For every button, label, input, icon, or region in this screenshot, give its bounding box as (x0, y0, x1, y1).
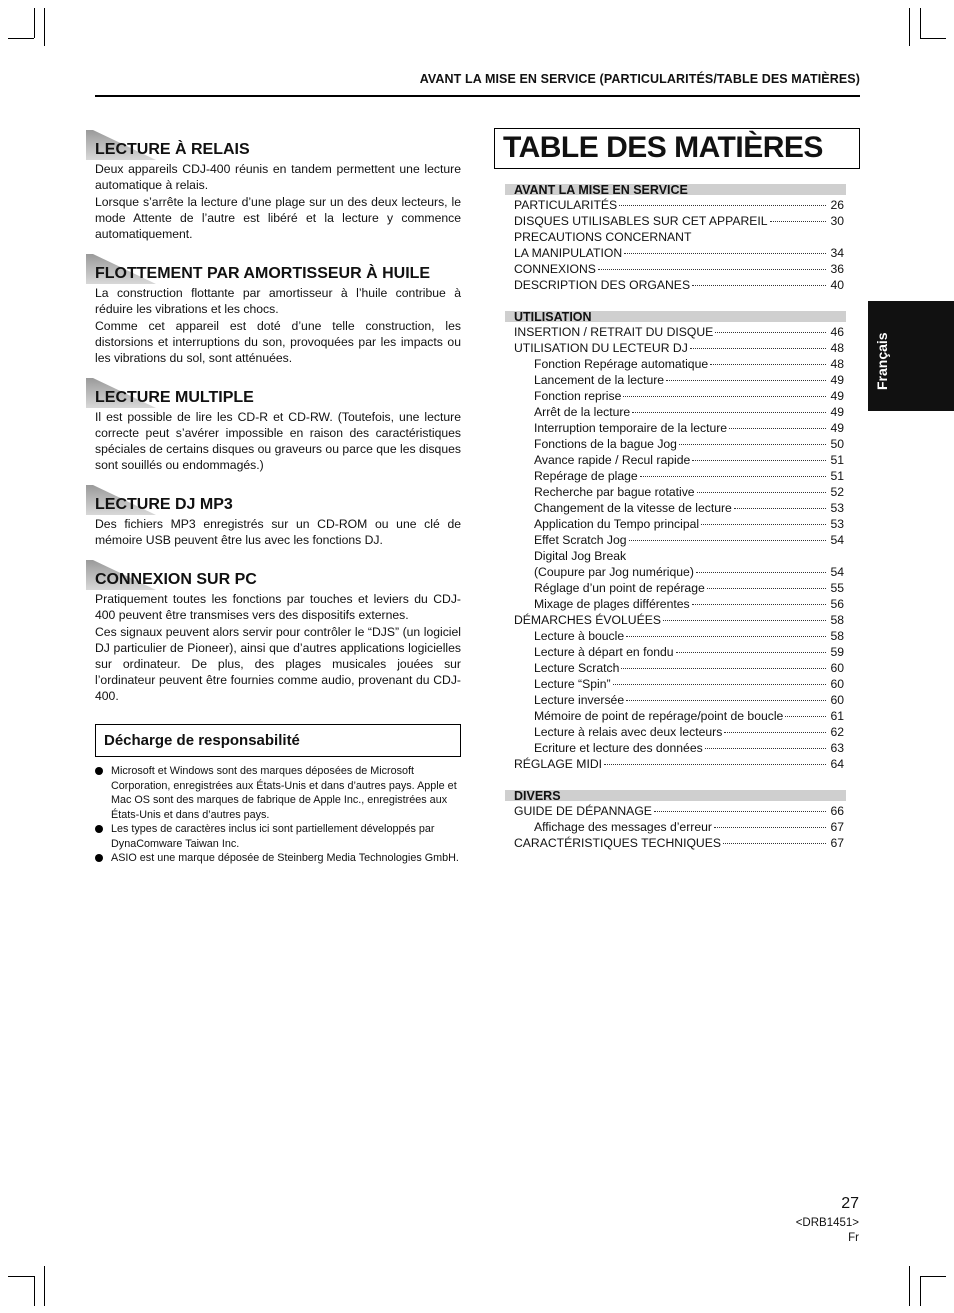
toc-entry-label: Recherche par bague rotative (534, 485, 695, 499)
toc-entry-label: LA MANIPULATION (514, 246, 623, 260)
toc-entry-page: 62 (830, 725, 844, 739)
toc-leader-dots (692, 604, 826, 605)
toc-entry-label: Lecture à départ en fondu (534, 645, 674, 659)
toc-entry-page: 56 (830, 597, 844, 611)
toc-entry-page: 53 (830, 501, 844, 515)
toc-entry-page: 49 (830, 405, 844, 419)
toc-entry[interactable] (505, 229, 846, 245)
section-title: CONNEXION SUR PC (95, 571, 257, 588)
toc-entry-label: Arrêt de la lecture (534, 405, 631, 419)
section-flottement (95, 254, 461, 366)
toc-entry-label: PRECAUTIONS CONCERNANT (514, 230, 692, 244)
toc-leader-dots (785, 716, 826, 717)
toc-entry-label: Lecture inversée (534, 693, 625, 707)
toc-entry[interactable] (505, 548, 846, 564)
toc-entry[interactable] (505, 340, 846, 356)
toc-leader-dots (714, 827, 826, 828)
toc-entry-page: 67 (830, 820, 844, 834)
header-rule (95, 95, 860, 97)
toc-entry-page: 63 (830, 741, 844, 755)
toc-entry[interactable] (505, 213, 846, 229)
toc-group (505, 184, 846, 293)
toc-leader-dots (679, 444, 826, 445)
toc-entry[interactable] (505, 596, 846, 612)
section-paragraph: Ces signaux peuvent alors servir pour contrôler le “DJS” (un logiciel DJ particulier de Pioneer), ainsi que d’autres applications logicielles sur ordinateur. De plus, des plages musicales jouées sur l’ordinateur peuvent être fournies comme audio, provenant du CDJ-400. (95, 625, 461, 703)
toc-entry-label: Interruption temporaire de la lecture (534, 421, 728, 435)
toc-entry-page: 48 (830, 357, 844, 371)
toc-entry-page: 66 (830, 804, 844, 818)
toc-entry-page: 49 (830, 389, 844, 403)
toc-entry-page: 58 (830, 613, 844, 627)
toc-entry[interactable] (505, 277, 846, 293)
language-label: Français (874, 332, 890, 390)
toc-entry[interactable] (505, 261, 846, 277)
toc-entry[interactable] (505, 468, 846, 484)
bullet-icon (95, 854, 103, 862)
bullet-icon (95, 825, 103, 833)
toc-entry-label: Digital Jog Break (534, 549, 627, 563)
toc-entry[interactable] (505, 676, 846, 692)
toc-entry-page: 30 (830, 214, 844, 228)
list-item: ASIO est une marque déposée de Steinberg Media Technologies GmbH. (95, 851, 461, 866)
toc-leader-dots (723, 843, 826, 844)
toc-entry-page: 55 (830, 581, 844, 595)
toc-entry[interactable] (505, 835, 846, 851)
bullet-icon (95, 767, 103, 775)
toc-entry[interactable] (505, 692, 846, 708)
toc-entry[interactable] (505, 516, 846, 532)
document-code: <DRB1451> Fr (795, 1217, 859, 1244)
toc-entry-label: Réglage d’un point de repérage (534, 581, 705, 595)
list-item: Les types de caractères inclus ici sont partiellement développés par DynaComware Taiwan Inc. (95, 822, 461, 851)
toc-entry-label: Ecriture et lecture des données (534, 741, 703, 755)
toc-entry-page: 58 (830, 629, 844, 643)
toc-entry-label: Lecture “Spin” (534, 677, 611, 691)
toc-leader-dots (621, 668, 826, 669)
toc-entry[interactable] (505, 372, 846, 388)
disclaimer-box (95, 724, 461, 757)
toc-entry[interactable] (505, 644, 846, 660)
toc-entry[interactable] (505, 628, 846, 644)
toc-entry-label: Mixage de plages différentes (534, 597, 690, 611)
toc-entry[interactable] (505, 532, 846, 548)
toc-entry[interactable] (505, 356, 846, 372)
toc-entry-label: Fonction reprise (534, 389, 622, 403)
disclaimer-title: Décharge de responsabilité (104, 732, 300, 749)
list-item: Microsoft et Windows sont des marques déposées de Microsoft Corporation, enregistrées aux États-Unis et dans d’autres pays. Apple et Mac OS sont des marques de fabrique de Apple Inc., enregistrées aux États-Unis et dans d’autres pays. (95, 764, 461, 822)
toc-entry[interactable] (505, 740, 846, 756)
section-lecture-dj-mp3 (95, 485, 461, 548)
toc-leader-dots (770, 221, 826, 222)
toc-entry-label: (Coupure par Jog numérique) (534, 565, 694, 579)
toc-group (505, 790, 846, 851)
toc-entry-label: PARTICULARITÉS (514, 198, 618, 212)
section-paragraph: Deux appareils CDJ-400 réunis en tandem permettent une lecture automatique à relais. (95, 162, 461, 192)
toc-group (505, 311, 846, 772)
toc-entry[interactable] (505, 708, 846, 724)
toc-entry-page: 51 (830, 469, 844, 483)
page-title: TABLE DES MATIÈRES (503, 131, 823, 164)
toc-title-box (494, 128, 860, 169)
toc-entry-page: 46 (830, 325, 844, 339)
toc-entry-label: Effet Scratch Jog (534, 533, 627, 547)
page-number: 27 (841, 1195, 859, 1212)
toc-leader-dots (666, 380, 826, 381)
toc-entry[interactable] (505, 324, 846, 340)
toc-entry-label: UTILISATION DU LECTEUR DJ (514, 341, 688, 355)
toc-entry[interactable] (505, 660, 846, 676)
toc-entry-label: Affichage des messages d’erreur (534, 820, 712, 834)
section-connexion-pc (95, 560, 461, 704)
toc-entry-label: Repérage de plage (534, 469, 638, 483)
toc-entry-page: 54 (830, 565, 844, 579)
features-column (95, 130, 461, 716)
toc-leader-dots (710, 364, 826, 365)
toc-entry[interactable] (505, 564, 846, 580)
toc-leader-dots (692, 285, 826, 286)
section-paragraph: La construction flottante par amortisseur à l’huile contribue à réduire les vibrations et les chocs. (95, 286, 461, 316)
toc-entry[interactable] (505, 819, 846, 835)
toc-leader-dots (626, 700, 826, 701)
toc-leader-dots (697, 492, 826, 493)
toc-entry-page: 64 (830, 757, 844, 771)
toc-entry-label: Fonctions de la bague Jog (534, 437, 677, 451)
toc-entry[interactable] (505, 388, 846, 404)
toc-leader-dots (676, 652, 826, 653)
toc-entry-page: 67 (830, 836, 844, 850)
toc-entry-label: DESCRIPTION DES ORGANES (514, 278, 691, 292)
toc-entry-page: 49 (830, 373, 844, 387)
toc-leader-dots (690, 348, 826, 349)
section-title: LECTURE MULTIPLE (95, 389, 254, 406)
toc-entry-label: Lancement de la lecture (534, 373, 665, 387)
section-lecture-relais (95, 130, 461, 242)
toc-entry-label: CARACTÉRISTIQUES TECHNIQUES (514, 836, 721, 850)
toc-leader-dots (619, 205, 826, 206)
toc-leader-dots (705, 748, 826, 749)
toc-leader-dots (613, 684, 826, 685)
section-paragraph: Pratiquement toutes les fonctions par touches et leviers du CDJ-400 peuvent être transmises vers des dispositifs externes. (95, 592, 461, 622)
toc-entry[interactable] (505, 612, 846, 628)
toc-leader-dots (598, 269, 826, 270)
toc-entry[interactable] (505, 245, 846, 261)
toc-leader-dots (729, 428, 826, 429)
toc-leader-dots (654, 811, 826, 812)
toc-entry[interactable] (505, 500, 846, 516)
toc-group-heading: AVANT LA MISE EN SERVICE (505, 184, 846, 195)
toc-leader-dots (696, 572, 826, 573)
toc-entry-page: 52 (830, 485, 844, 499)
toc-entry-page: 49 (830, 421, 844, 435)
toc-entry[interactable] (505, 484, 846, 500)
toc-entry-page: 50 (830, 437, 844, 451)
toc-entry[interactable] (505, 756, 846, 772)
toc-entry[interactable] (505, 436, 846, 452)
toc-entry[interactable] (505, 420, 846, 436)
language-tab (868, 301, 954, 411)
toc-entry-page: 61 (830, 709, 844, 723)
toc-entry[interactable] (505, 452, 846, 468)
toc-leader-dots (623, 396, 826, 397)
toc-leader-dots (629, 540, 826, 541)
toc-entry-page: 53 (830, 517, 844, 531)
toc-leader-dots (707, 588, 826, 589)
toc-entry-label: Lecture à relais avec deux lecteurs (534, 725, 723, 739)
toc-entry-page: 60 (830, 661, 844, 675)
section-paragraph: Comme cet appareil est doté d’une telle construction, les distorsions et interruptions du son, provoquées par les impacts ou les vibrations du sol, sont atténuées. (95, 319, 461, 365)
toc-entry-label: RÉGLAGE MIDI (514, 757, 603, 771)
toc-entry-page: 54 (830, 533, 844, 547)
toc-entry-page: 60 (830, 693, 844, 707)
toc-entry-label: Fonction Repérage automatique (534, 357, 709, 371)
toc-entry-label: Changement de la vitesse de lecture (534, 501, 732, 515)
section-title: LECTURE À RELAIS (95, 141, 250, 158)
toc-leader-dots (663, 620, 826, 621)
toc-leader-dots (724, 732, 826, 733)
section-lecture-multiple (95, 378, 461, 473)
toc-entry-label: DÉMARCHES ÉVOLUÉES (514, 613, 661, 627)
toc-entry-label: Avance rapide / Recul rapide (534, 453, 691, 467)
toc-leader-dots (692, 460, 826, 461)
section-paragraph: Il est possible de lire les CD-R et CD-RW. (Toutefois, une lecture correcte peut s’avérer impossible en raison des caractéristiques spéciales de certains disques ou graveurs ou parce que les disques sont souillés ou endommagés.) (95, 410, 461, 472)
toc-entry-page: 59 (830, 645, 844, 659)
toc-entry-label: Mémoire de point de repérage/point de boucle (534, 709, 784, 723)
toc-leader-dots (734, 508, 826, 509)
toc-entry-page: 26 (830, 198, 844, 212)
toc-leader-dots (604, 764, 826, 765)
toc-leader-dots (715, 332, 826, 333)
toc-entry[interactable] (505, 803, 846, 819)
toc-entry-page: 48 (830, 341, 844, 355)
toc-group-heading: UTILISATION (505, 311, 846, 322)
toc-entry-label: CONNEXIONS (514, 262, 596, 276)
toc-entry-label: Lecture à boucle (534, 629, 625, 643)
running-header: AVANT LA MISE EN SERVICE (PARTICULARITÉS/TABLE DES MATIÈRES) (419, 72, 860, 86)
toc-entry-page: 51 (830, 453, 844, 467)
toc-entry-page: 36 (830, 262, 844, 276)
toc-entry-label: Application du Tempo principal (534, 517, 700, 531)
toc-entry[interactable] (505, 724, 846, 740)
toc-entry[interactable] (505, 580, 846, 596)
section-title: LECTURE DJ MP3 (95, 496, 233, 513)
toc-leader-dots (640, 476, 826, 477)
toc-entry-page: 40 (830, 278, 844, 292)
toc-entry-page: 34 (830, 246, 844, 260)
section-title: FLOTTEMENT PAR AMORTISSEUR À HUILE (95, 265, 431, 282)
toc-entry-label: GUIDE DE DÉPANNAGE (514, 804, 652, 818)
toc-entry-label: DISQUES UTILISABLES SUR CET APPAREIL (514, 214, 768, 228)
disclaimer-list (95, 764, 461, 866)
toc-entry[interactable] (505, 197, 846, 213)
toc-entry[interactable] (505, 404, 846, 420)
toc-entry-page: 60 (830, 677, 844, 691)
section-paragraph: Des fichiers MP3 enregistrés sur un CD-ROM ou une clé de mémoire USB peuvent être lus avec les fonctions DJ. (95, 517, 461, 547)
section-paragraph: Lorsque s’arrête la lecture d’une plage sur un des deux lecteurs, le mode Attente de l’autre est libéré et la lecture y commence automatiquement. (95, 195, 461, 241)
toc-leader-dots (626, 636, 826, 637)
toc-leader-dots (624, 253, 826, 254)
table-of-contents (505, 182, 846, 869)
toc-entry-label: Lecture Scratch (534, 661, 620, 675)
toc-leader-dots (632, 412, 826, 413)
toc-group-heading: DIVERS (505, 790, 846, 801)
toc-entry-label: INSERTION / RETRAIT DU DISQUE (514, 325, 714, 339)
toc-leader-dots (701, 524, 826, 525)
